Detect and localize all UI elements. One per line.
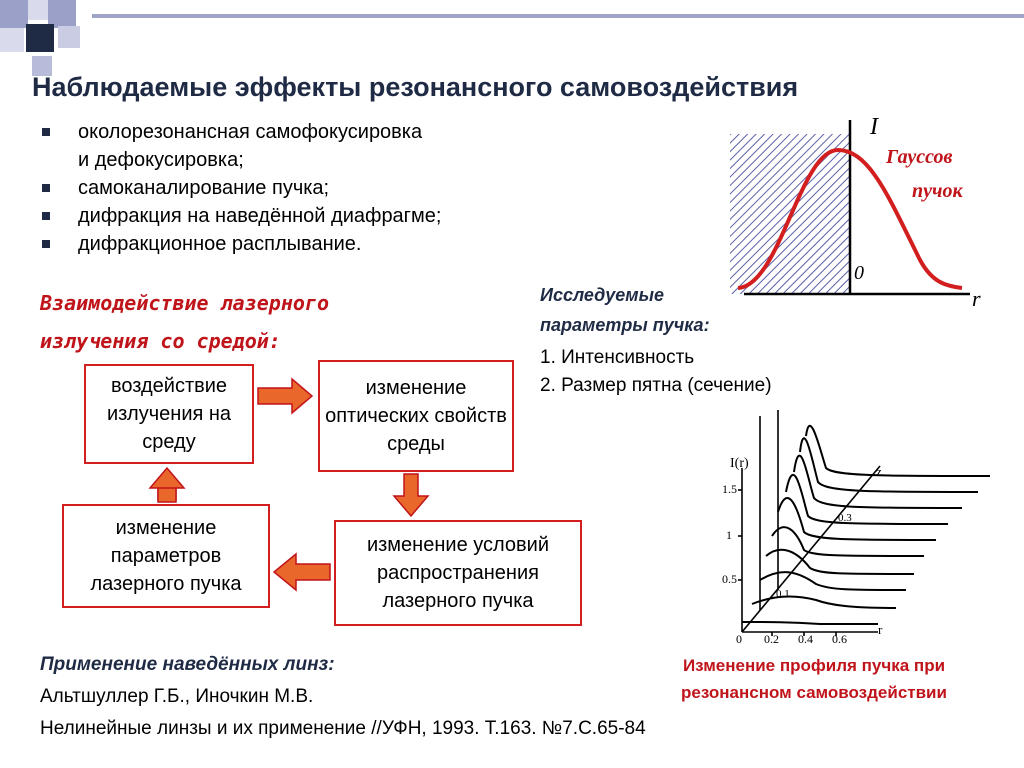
y-tick: 1.5	[722, 482, 737, 496]
inner-label: 0.1	[776, 588, 790, 600]
z-axis-label: z	[876, 464, 882, 479]
interaction-heading: Взаимодействие лазерного излучения со средой:	[40, 291, 329, 353]
arrow-up	[150, 468, 184, 502]
effect-item: самоканалирование пучка;	[40, 174, 441, 202]
effect-item: дифракция на наведённой диафрагме;	[40, 202, 441, 230]
origin-label: 0	[854, 262, 864, 284]
params-list	[540, 344, 772, 400]
flow-box-beam-parameters: изменение параметров лазерного пучка	[62, 504, 270, 608]
gauss-label-line2: пучок	[912, 180, 963, 202]
reference-authors: Альтшуллер Г.Б., Иночкин М.В.	[40, 686, 314, 707]
arrow-down	[394, 474, 428, 516]
params-heading: Исследуемые параметры пучка:	[540, 285, 710, 335]
flow-box-propagation-conditions: изменение условий распространения лазерного пучка	[334, 520, 582, 626]
reference-citation: Нелинейные линзы и их применение //УФН, 1993. Т.163. №7.С.65-84	[40, 718, 646, 739]
y-tick: 0.5	[722, 572, 737, 586]
param-item: 1. Интенсивность	[540, 347, 695, 368]
arrow-right	[258, 379, 312, 413]
application-heading: Применение наведённых линз:	[40, 654, 335, 675]
profile-caption: Изменение профиля пучка при резонансном самовоздействии	[681, 656, 947, 702]
effect-item-continuation: и дефокусировка;	[78, 149, 244, 171]
gauss-label-line1: Гауссов	[886, 146, 953, 168]
beam-profile-plot	[700, 400, 1000, 650]
y-axis-label: I(r)	[730, 456, 749, 471]
flow-box-radiation-effect: воздействие излучения на среду	[84, 364, 254, 464]
x-axis-label: r	[878, 622, 883, 637]
x-tick-origin: 0	[736, 632, 742, 646]
axis-label-r: r	[972, 286, 981, 311]
x-tick: 0.4	[798, 632, 813, 646]
y-tick: 1	[726, 528, 732, 542]
param-item: 2. Размер пятна (сечение)	[540, 375, 772, 396]
slide-title: Наблюдаемые эффекты резонансного самовоздействия	[32, 72, 799, 102]
arrow-left	[274, 554, 330, 590]
flow-box-optical-properties: изменение оптических свойств среды	[318, 360, 514, 472]
effect-item: околорезонансная самофокусировка	[40, 118, 441, 146]
effect-item: дифракционное расплывание.	[40, 230, 441, 258]
inner-label: 0.3	[838, 512, 852, 524]
x-tick: 0.6	[832, 632, 847, 646]
x-tick: 0.2	[764, 632, 779, 646]
axis-label-i: I	[870, 114, 878, 140]
